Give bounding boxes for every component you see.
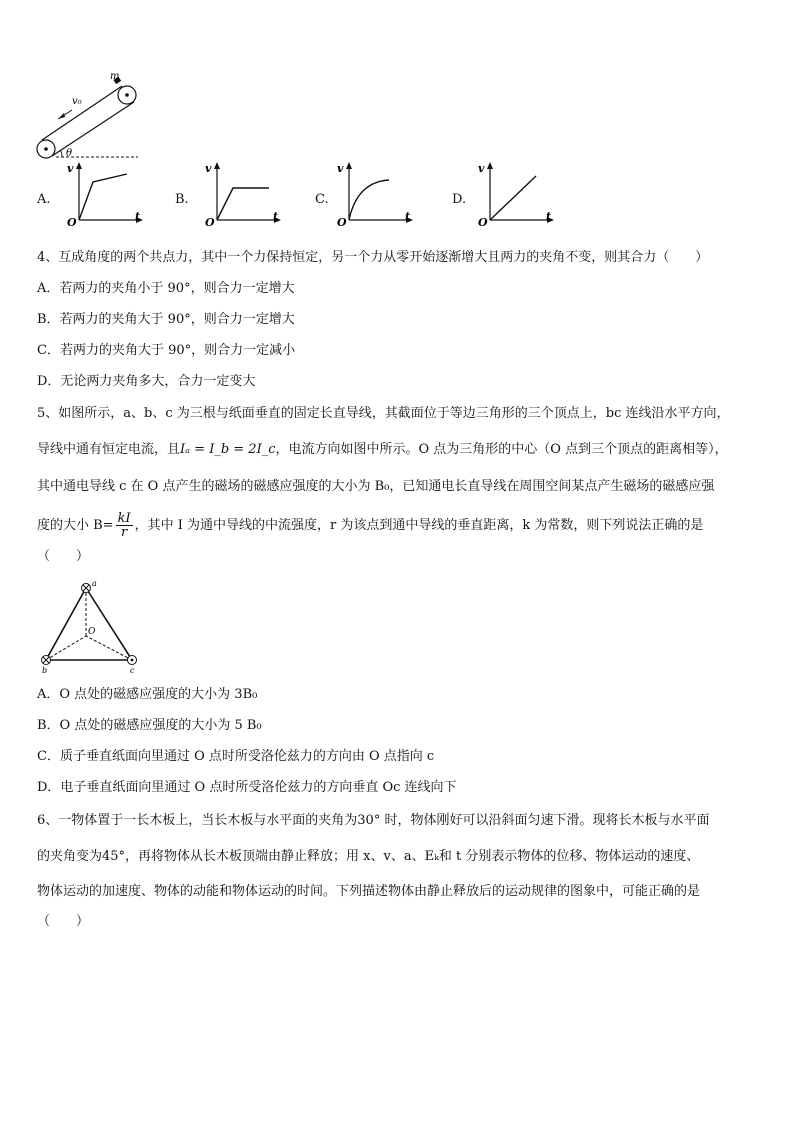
- svg-text:c: c: [130, 666, 135, 674]
- q5-option-a: A．O 点处的磁感应强度的大小为 3B₀: [37, 687, 258, 702]
- svg-text:t: t: [135, 210, 141, 223]
- q5-line1: 5、如图所示，a、b、c 为三根与纸面垂直的固定长直导线，其截面位于等边三角形的三个顶点上，bc 连线沿水平方向，: [37, 406, 730, 421]
- graph-option-d: [452, 160, 562, 226]
- graph-option-c: [315, 160, 425, 226]
- option-letter: A.: [37, 192, 51, 207]
- graph-line: [490, 176, 536, 220]
- q4-option-a: A．若两力的夹角小于 90°，则合力一定增大: [37, 281, 295, 296]
- graph-line: [79, 174, 127, 220]
- q5-line3: 其中通电导线 c 在 O 点产生的磁场的磁感应强度的大小为 B₀，已知通电长直导线在周围空间某点产生磁场的磁感应强: [37, 479, 715, 494]
- q5-line2: 导线中通有恒定电流，且Iₐ = I_b = 2I_c，电流方向如图中所示。O 点为三角形的中心（O 点到三个顶点的距离相等），: [37, 442, 728, 457]
- q6-line3: 物体运动的加速度、物体的动能和物体运动的时间。下列描述物体由静止释放后的运动规律的图象中，可能正确的是: [37, 884, 701, 899]
- q5-blank: （ ）: [37, 549, 90, 564]
- svg-text:v: v: [478, 162, 485, 175]
- svg-text:t: t: [546, 210, 552, 223]
- svg-text:v: v: [67, 162, 74, 175]
- velocity-label: v₀: [72, 96, 82, 107]
- svg-text:O: O: [88, 627, 96, 637]
- q6-line1: 6、一物体置于一长木板上，当长木板与水平面的夹角为30° 时，物体刚好可以沿斜面匀速下滑。现将长木板与水平面: [37, 813, 710, 828]
- option-letter: C.: [315, 192, 329, 207]
- graph-line: [349, 180, 389, 220]
- option-letter: B.: [175, 192, 189, 207]
- graph-option-b: [175, 160, 285, 226]
- q5-option-d: D．电子垂直纸面向里通过 O 点时所受洛伦兹力的方向垂直 Oc 连线向下: [37, 780, 457, 795]
- svg-text:b: b: [42, 666, 48, 674]
- svg-text:O: O: [67, 216, 77, 226]
- graph-line: [217, 188, 269, 220]
- svg-text:t: t: [273, 210, 279, 223]
- q4-option-b: B．若两力的夹角大于 90°，则合力一定增大: [37, 312, 295, 327]
- conveyor-figure: [30, 68, 150, 163]
- triangle-figure: [36, 578, 146, 674]
- q4-option-d: D．无论两力夹角多大，合力一定变大: [37, 374, 256, 389]
- svg-text:O: O: [205, 216, 215, 226]
- svg-text:O: O: [478, 216, 488, 226]
- q5-option-c: C．质子垂直纸面向里通过 O 点时所受洛伦兹力的方向由 O 点指向 c: [37, 749, 435, 764]
- option-letter: D.: [452, 192, 467, 207]
- q6-line2: 的夹角变为45°，再将物体从长木板顶端由静止释放；用 x、v、a、Eₖ和 t 分别表示物体的位移、物体运动的速度、: [37, 849, 700, 864]
- current-formula: Iₐ = I_b = 2I_c: [180, 442, 276, 457]
- svg-text:O: O: [337, 216, 347, 226]
- q4-stem: 4、互成角度的两个共点力，其中一个力保持恒定，另一个力从零开始逐渐增大且两力的夹角不变，则其合力（ ）: [37, 250, 709, 265]
- svg-text:v: v: [337, 162, 344, 175]
- q6-blank: （ ）: [37, 914, 90, 929]
- q5-line4: 度的大小 B= $\frac{kI}{r}$ ，其中 I 为通中导线的中流强度，r 为该点到通中导线的垂直距离，k 为常数，则下列说法正确的是: [37, 511, 704, 540]
- svg-text:t: t: [405, 210, 411, 223]
- q5-option-b: B．O 点处的磁感应强度的大小为 5 B₀: [37, 718, 262, 733]
- q4-option-c: C．若两力的夹角大于 90°，则合力一定减小: [37, 343, 296, 358]
- mass-label: m: [110, 71, 120, 82]
- angle-label: θ: [66, 148, 73, 159]
- svg-text:v: v: [205, 162, 212, 175]
- fraction: $\frac{kI}{r}$: [117, 511, 131, 540]
- graph-option-a: [37, 160, 147, 226]
- svg-text:a: a: [92, 579, 97, 588]
